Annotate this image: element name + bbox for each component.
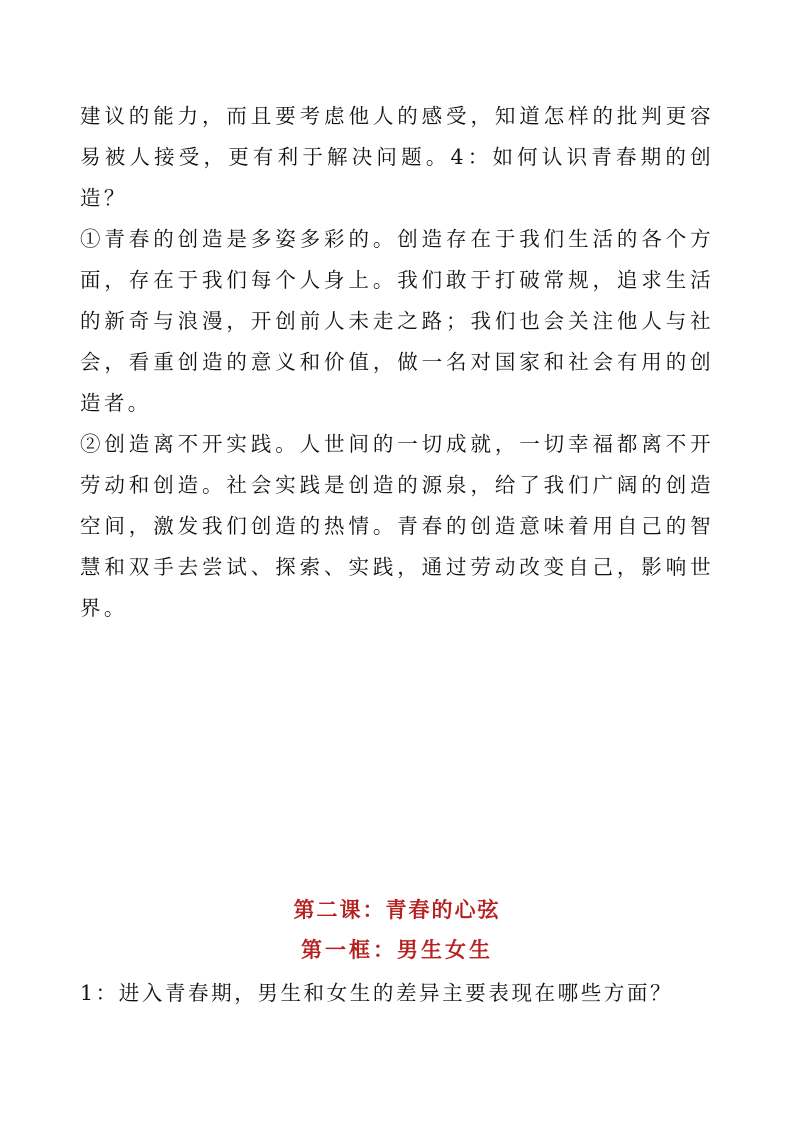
lesson-title: 第二课：青春的心弦 (293, 898, 501, 922)
paragraph-creativity-practice: ②创造离不开实践。人世间的一切成就，一切幸福都离不开劳动和创造。社会实践是创造的源泉，给了我们广阔的创造空间，激发我们创造的热情。青春的创造意味着用自己的智慧和双手去尝试、探索、实践，通过劳动改变自己，影响世界。 (80, 432, 714, 620)
paragraph-creativity-intro: 建议的能力，而且要考虑他人的感受，知道怎样的批判更容易被人接受，更有利于解决问题。4：如何认识青春期的创造？ (80, 104, 714, 210)
body-text (80, 96, 714, 629)
question-1: 1：进入青春期，男生和女生的差异主要表现在哪些方面？ (80, 981, 674, 1005)
section-title: 第一框：男生女生 (301, 938, 493, 962)
paragraph-creativity-diverse: ①青春的创造是多姿多彩的。创造存在于我们生活的各个方面，存在于我们每个人身上。我们敢于打破常规，追求生活的新奇与浪漫，开创前人未走之路；我们也会关注他人与社会，看重创造的意义和价值，做一名对国家和社会有用的创造者。 (80, 227, 714, 415)
